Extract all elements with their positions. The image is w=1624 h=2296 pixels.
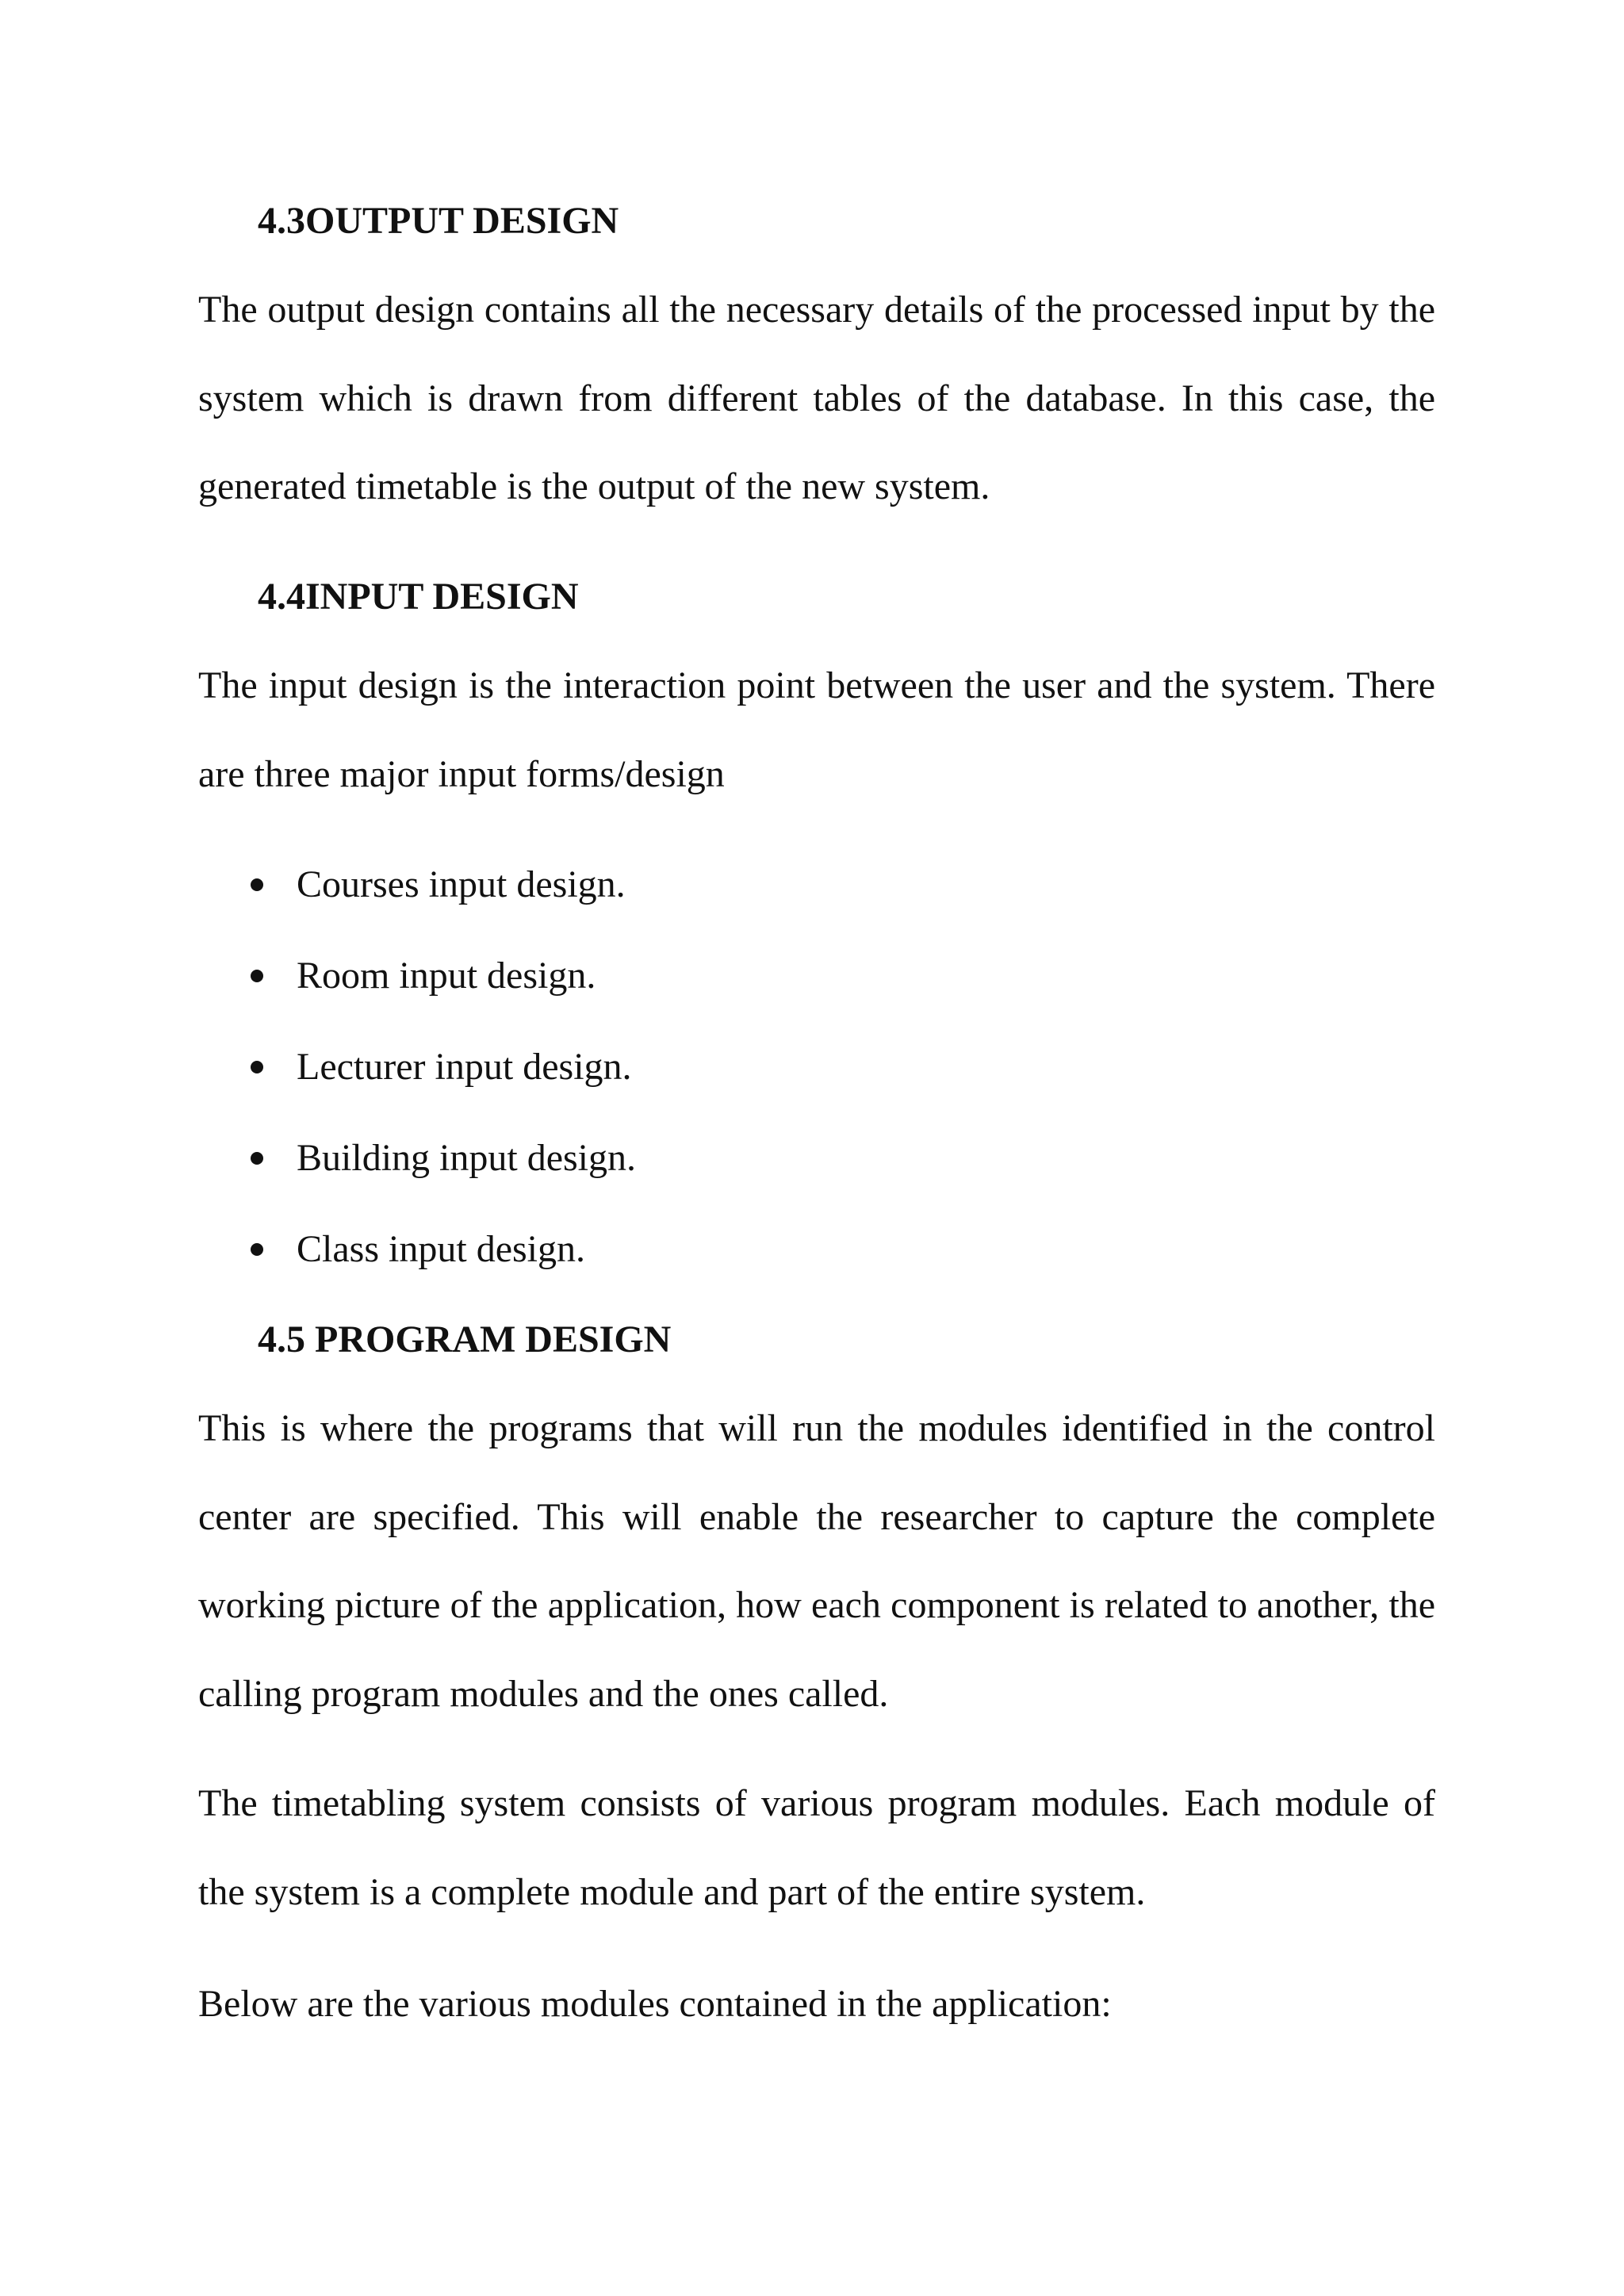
section-heading-program-design (258, 1318, 672, 1360)
section-number: 4.4 (258, 576, 305, 618)
program-design-paragraph-2: The timetabling system consists of various program modules. Each module of the system is a complete module and part of the entire system. (198, 1782, 1435, 1913)
list-item-text: Courses input design. (297, 863, 626, 905)
output-design-paragraph: The output design contains all the necessary details of the processed input by the system which is drawn from different tables of the database. In this case, the generated timetable is the output of the new system. (198, 289, 1435, 507)
list-item-text: Class input design. (297, 1228, 586, 1270)
section-number: 4.3 (258, 200, 305, 242)
bullet-icon (251, 1152, 263, 1165)
section-heading-input-design (258, 578, 579, 616)
program-design-paragraph-3: Below are the various modules contained in the application: (198, 1983, 1112, 2025)
bullet-icon (251, 878, 263, 891)
program-design-paragraph-1: This is where the programs that will run the modules identified in the control center are specified. This will enable the researcher to capture the complete working picture of the application, how each component is related to another, the calling program modules and the ones called. (198, 1407, 1435, 1715)
bullet-icon (251, 1243, 263, 1256)
section-title: OUTPUT DESIGN (305, 200, 619, 242)
section-title: PROGRAM DESIGN (315, 1318, 672, 1360)
list-item-text: Room input design. (297, 955, 596, 997)
list-item-text: Building input design. (297, 1137, 637, 1179)
section-heading-output-design (258, 202, 619, 240)
section-title: INPUT DESIGN (305, 576, 579, 618)
input-design-paragraph: The input design is the interaction point between the user and the system. There are three major input forms/design (198, 664, 1435, 795)
list-item-text: Lecturer input design. (297, 1046, 632, 1088)
section-number: 4.5 (258, 1318, 305, 1360)
bullet-icon (251, 970, 263, 982)
bullet-icon (251, 1061, 263, 1073)
